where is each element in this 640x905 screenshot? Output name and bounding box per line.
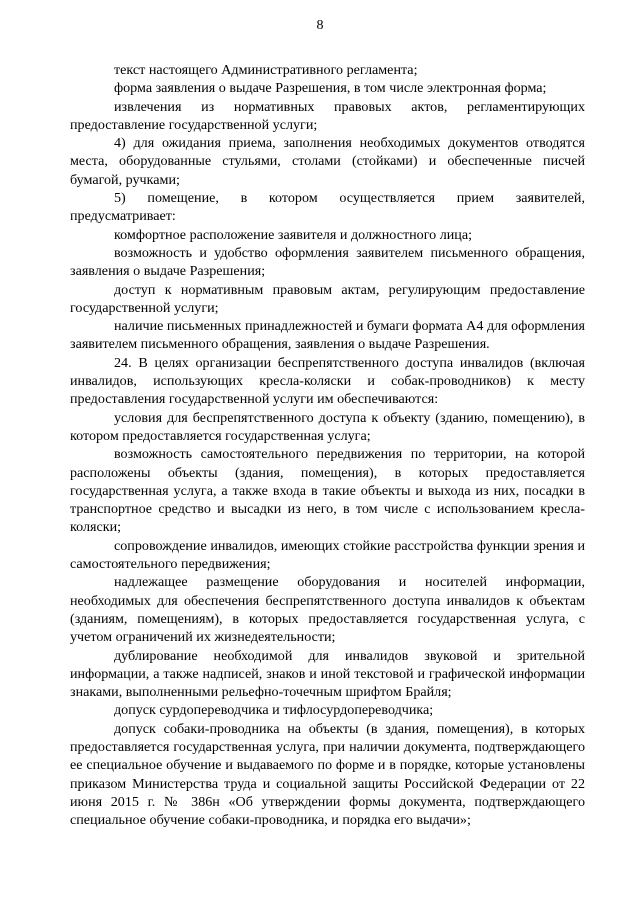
paragraph: возможность и удобство оформления заявителем письменного обращения, заявления о выдаче Разрешения; (70, 244, 585, 280)
paragraph: 5) помещение, в котором осуществляется прием заявителей, предусматривает: (70, 190, 585, 225)
paragraph: 4) для ожидания приема, заполнения необходимых документов отводятся места, оборудованные стульями, столами (стойками) и обеспеченные писчей бумагой, ручками; (70, 135, 585, 188)
paragraph: 24. В целях организации беспрепятственного доступа инвалидов (включая инвалидов, использующих кресла-коляски и собак-проводников) к месту предоставления государственной услуги им обеспечиваются: (70, 354, 585, 408)
paragraph: условия для беспрепятственного доступа к объекту (зданию, помещению), в котором предоставляется государственная услуга; (70, 409, 585, 444)
paragraph: надлежащее размещение оборудования и носителей информации, необходимых для обеспечения беспрепятственного доступа инвалидов к объектам (зданиям, помещениям), в которых предоставляется государственная услуга, с учетом ограничений их жизнедеятельности; (70, 574, 585, 646)
paragraph: сопровождение инвалидов, имеющих стойкие расстройства функции зрения и самостоятельного передвижения; (70, 537, 585, 573)
paragraph: допуск сурдопереводчика и тифлосурдопереводчика; (114, 702, 434, 719)
paragraph: извлечения из нормативных правовых актов, регламентирующих предоставление государственной услуги; (70, 98, 585, 133)
page-number: 8 (316, 18, 324, 33)
paragraph: доступ к нормативным правовым актам, регулирующим предоставление государственной услуги; (70, 281, 585, 316)
paragraph: возможность самостоятельного передвижения по территории, на которой расположены объекты (здания, помещения), в которых предоставляется государственная услуга, а также входа в такие объекты и выхода из них, посадки в транспортное средство и высадки из него, в том числе с использованием кресла-коляски; (70, 446, 585, 536)
paragraph: дублирование необходимой для инвалидов звуковой и зрительной информации, а также надписей, знаков и иной текстовой и графической информации знаками, выполненными рельефно-точечным шрифтом Брайля; (70, 647, 585, 701)
paragraph: наличие письменных принадлежностей и бумаги формата А4 для оформления заявителем письменного обращения, заявления о выдаче Разрешения. (70, 318, 585, 353)
paragraph: текст настоящего Административного регламента; (114, 62, 418, 78)
paragraph: комфортное расположение заявителя и должностного лица; (114, 226, 472, 243)
paragraph: форма заявления о выдаче Разрешения, в том числе электронная форма; (114, 80, 547, 97)
paragraph: допуск собаки-проводника на объекты (в здания, помещения), в которых предоставляется государственная услуга, при наличии документа, подтверждающего ее специальное обучение и выдаваемого по форме и в порядке, которые установлены приказом Министерства труда и социальной защиты Российской Федерации от 22 июня 2015 г. № 386н «Об утверждении формы документа, подтверждающего специальное обучение собаки-проводника, и порядка его выдачи»; (70, 720, 585, 829)
document-body (70, 61, 585, 829)
